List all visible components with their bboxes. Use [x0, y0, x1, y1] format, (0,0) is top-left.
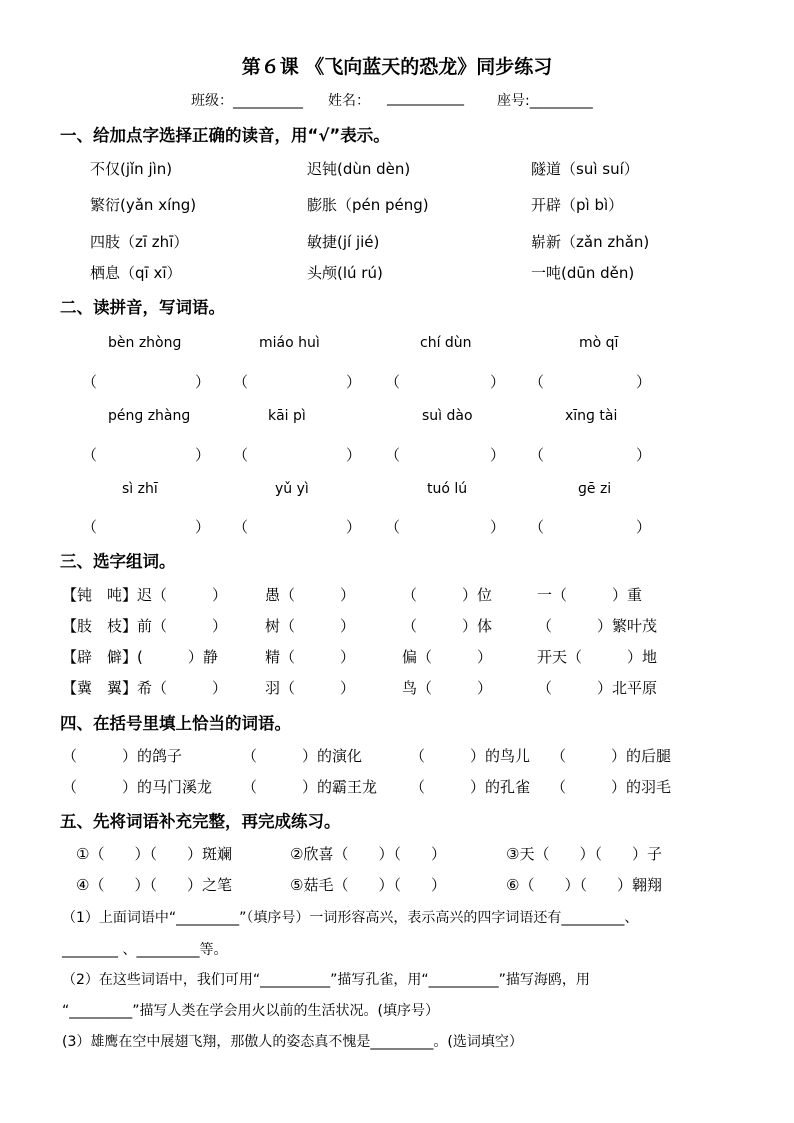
pronunciation-item[interactable]: 敏捷(jí jié) — [307, 233, 380, 251]
fill-word-item[interactable]: （ ）的孔雀 — [410, 778, 531, 796]
pinyin-prompt: miáo huì — [259, 335, 320, 351]
pronunciation-item[interactable]: 四肢（zī zhī） — [90, 233, 189, 251]
word-choice-item[interactable]: 一（ ）重 — [537, 586, 643, 604]
section-3-heading: 三、选字组词。 — [60, 552, 176, 571]
idiom-item[interactable]: ②欣喜（ ）（ ） — [290, 845, 446, 863]
question-2-line-2: “_________”描写人类在学会用火以前的生活状况。(填序号） — [62, 1003, 439, 1019]
pronunciation-item[interactable]: 隧道（suì suí） — [531, 160, 639, 178]
question-1-line-2: ________ 、_________等。 — [62, 942, 228, 958]
name-field[interactable]: ___________ — [387, 90, 464, 106]
fill-word-item[interactable]: （ ）的鸽子 — [62, 747, 183, 765]
pinyin-prompt: suì dào — [422, 408, 473, 424]
word-choice-item[interactable]: 精（ ） — [265, 648, 356, 666]
fill-word-item[interactable]: （ ）的羽毛 — [551, 778, 672, 796]
pronunciation-item[interactable]: 迟钝(dùn dèn) — [307, 160, 411, 178]
answer-paren-open: （ — [82, 446, 98, 464]
answer-paren-open: （ — [233, 373, 249, 391]
pronunciation-item[interactable]: 繁衍(yǎn xíng) — [90, 196, 197, 214]
word-choice-item[interactable]: 树（ ） — [265, 617, 356, 635]
pinyin-prompt: chí dùn — [420, 335, 472, 351]
answer-paren-open: （ — [233, 446, 249, 464]
answer-paren-close[interactable]: ） — [195, 518, 211, 536]
answer-paren-open: （ — [385, 446, 401, 464]
pronunciation-item[interactable]: 头颅(lú rú) — [307, 264, 383, 282]
pinyin-prompt: ɡē zi — [578, 481, 612, 497]
pinyin-prompt: bèn zhònɡ — [108, 335, 182, 351]
pronunciation-item[interactable]: 不仅(jǐn jìn) — [90, 160, 173, 178]
answer-paren-open: （ — [529, 373, 545, 391]
idiom-item[interactable]: ③天（ ）（ ）子 — [506, 845, 662, 863]
class-field[interactable]: 班级：__________ — [191, 93, 303, 109]
idiom-item[interactable]: ④（ ）（ ）之笔 — [76, 876, 232, 894]
answer-paren-close[interactable]: ） — [490, 373, 506, 391]
word-choice-item[interactable]: （ ）位 — [402, 586, 493, 604]
pronunciation-item[interactable]: 崭新（zǎn zhǎn) — [531, 233, 650, 251]
question-1-line-1: （1）上面词语中“_________”（填序号）一词形容高兴，表示高兴的四字词语还有_________、 — [62, 910, 639, 926]
fill-word-item[interactable]: （ ）的鸟儿 — [410, 747, 531, 765]
section-1-heading: 一、给加点字选择正确的读音，用“√”表示。 — [60, 126, 390, 145]
answer-paren-close[interactable]: ） — [346, 446, 362, 464]
answer-paren-close[interactable]: ） — [195, 373, 211, 391]
answer-paren-open: （ — [529, 518, 545, 536]
idiom-item[interactable]: ⑤菇毛（ ）（ ） — [290, 876, 446, 894]
answer-paren-close[interactable]: ） — [195, 446, 211, 464]
answer-paren-open: （ — [529, 446, 545, 464]
fill-word-item[interactable]: （ ）的马门溪龙 — [62, 778, 213, 796]
word-choice-item[interactable]: 【钝 吨】迟（ ） — [62, 586, 228, 604]
section-2-heading: 二、读拼音，写词语。 — [60, 298, 225, 317]
pinyin-prompt: pénɡ zhànɡ — [108, 408, 191, 424]
word-choice-item[interactable]: 【辟 僻】( ）静 — [62, 648, 218, 666]
idiom-item[interactable]: ①（ ）（ ）斑斓 — [76, 845, 232, 863]
section-4-heading: 四、在括号里填上恰当的词语。 — [60, 714, 291, 733]
answer-paren-close[interactable]: ） — [636, 446, 652, 464]
seat-field[interactable]: 座号:_________ — [497, 93, 593, 109]
pinyin-prompt: mò qī — [579, 335, 619, 351]
pinyin-prompt: kāi pì — [268, 408, 306, 424]
pinyin-prompt: yǔ yì — [275, 481, 309, 497]
word-choice-item[interactable]: 愚（ ） — [265, 586, 356, 604]
fill-word-item[interactable]: （ ）的演化 — [242, 747, 363, 765]
question-2-line-1: （2）在这些词语中，我们可用“__________”描写孔雀，用“__________”描写海鸥，用 — [62, 972, 590, 988]
word-choice-item[interactable]: 开天（ ）地 — [537, 648, 658, 666]
word-choice-item[interactable]: 羽（ ） — [265, 679, 356, 697]
pronunciation-item[interactable]: 膨胀（pén péng) — [307, 196, 429, 214]
answer-paren-close[interactable]: ） — [346, 518, 362, 536]
word-choice-item[interactable]: （ ）体 — [402, 617, 493, 635]
question-3: (3）雄鹰在空中展翅飞翔，那傲人的姿态真不愧是_________。(选词填空） — [62, 1034, 523, 1050]
answer-paren-close[interactable]: ） — [636, 373, 652, 391]
word-choice-item[interactable]: 【肢 枝】前（ ） — [62, 617, 228, 635]
word-choice-item[interactable]: （ ）北平原 — [537, 679, 658, 697]
answer-paren-open: （ — [233, 518, 249, 536]
pinyin-prompt: xīnɡ tài — [565, 408, 618, 424]
answer-paren-open: （ — [385, 373, 401, 391]
page-title: 第６课 《飞向蓝天的恐龙》同步练习 — [241, 56, 553, 78]
word-choice-item[interactable]: 【冀 翼】希（ ） — [62, 679, 228, 697]
pronunciation-item[interactable]: 开辟（pì bì） — [531, 196, 624, 214]
fill-word-item[interactable]: （ ）的后腿 — [551, 747, 672, 765]
section-5-heading: 五、先将词语补充完整，再完成练习。 — [60, 812, 341, 831]
word-choice-item[interactable]: 鸟（ ） — [402, 679, 493, 697]
answer-paren-open: （ — [385, 518, 401, 536]
pinyin-prompt: tuó lú — [427, 481, 468, 497]
name-label: 姓名： — [328, 93, 370, 109]
idiom-item[interactable]: ⑥（ ）（ ）翱翔 — [506, 876, 662, 894]
word-choice-item[interactable]: （ ）繁叶茂 — [537, 617, 658, 635]
answer-paren-close[interactable]: ） — [490, 446, 506, 464]
fill-word-item[interactable]: （ ）的霸王龙 — [242, 778, 378, 796]
answer-paren-close[interactable]: ） — [490, 518, 506, 536]
answer-paren-close[interactable]: ） — [636, 518, 652, 536]
answer-paren-close[interactable]: ） — [346, 373, 362, 391]
word-choice-item[interactable]: 偏（ ） — [402, 648, 493, 666]
pronunciation-item[interactable]: 一吨(dūn děn) — [531, 264, 635, 282]
answer-paren-open: （ — [82, 373, 98, 391]
pinyin-prompt: sì zhī — [122, 481, 158, 497]
pronunciation-item[interactable]: 栖息（qī xī） — [90, 264, 182, 282]
answer-paren-open: （ — [82, 518, 98, 536]
